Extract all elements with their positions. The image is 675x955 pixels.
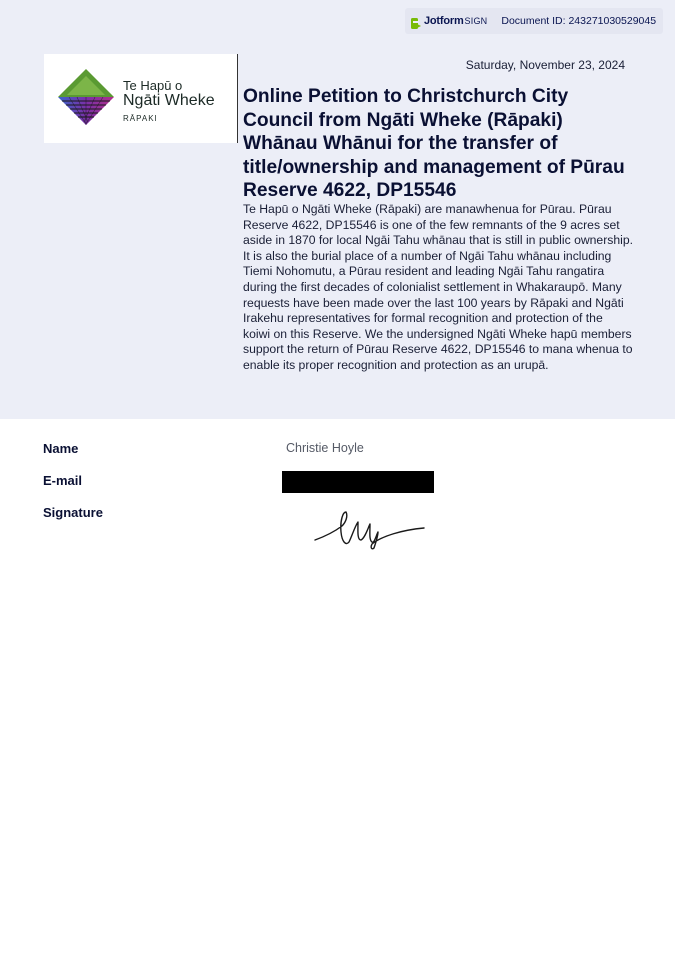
- jotform-pen-icon: [411, 16, 421, 27]
- petition-description: Te Hapū o Ngāti Wheke (Rāpaki) are manawhenua for Pūrau. Pūrau Reserve 4622, DP15546 is one of the few remnants of the 9 acres set aside in 1870 for local Ngāi Tahu whānau that is still in public ownership. It is also the burial place of a number of Ngāi Tahu whānau including Tiemi Nohomutu, a Pūrau resident and leading Ngāi Tahu rangatira during the first decades of colonialist settlement in Whakaraupō. Many requests have been made over the last 100 years by Rāpaki and Ngāti Irakehu representatives for formal recognition and protection of the koiwi on this Reserve. We the undersigned Ngāti Wheke hapū members support the return of Pūrau Reserve 4622, DP15546 to mana whenua to enable its proper recognition and protection as an urupā.: [243, 202, 634, 372]
- jotform-sign-badge: [405, 8, 663, 34]
- jotform-sign-suffix: SIGN: [464, 16, 488, 26]
- signature-label: Signature: [43, 505, 103, 520]
- email-label: E-mail: [43, 473, 83, 488]
- mountain-logo-icon: [57, 68, 115, 126]
- logo-text-line1: Te Hapū o: [123, 78, 183, 93]
- document-id: Document ID: 243271030529045: [501, 15, 657, 27]
- document-date: Saturday, November 23, 2024: [465, 58, 625, 72]
- name-label: Name: [43, 441, 79, 456]
- handwritten-signature: [312, 502, 430, 552]
- petition-title: Online Petition to Christchurch City Council from Ngāti Wheke (Rāpaki) Whānau Whānui for the transfer of title/ownership and management of Pūrau Reserve 4622, DP15546: [243, 86, 625, 201]
- jotform-wordmark: Jotform: [424, 15, 464, 27]
- name-value: Christie Hoyle: [286, 441, 364, 455]
- logo-text-line2: Ngāti Wheke: [123, 92, 215, 109]
- email-redaction: [282, 471, 434, 493]
- logo-divider: [237, 54, 238, 143]
- organization-logo: [44, 54, 237, 143]
- logo-text-line3: RĀPAKI: [123, 114, 158, 123]
- jotform-logo: [411, 15, 487, 27]
